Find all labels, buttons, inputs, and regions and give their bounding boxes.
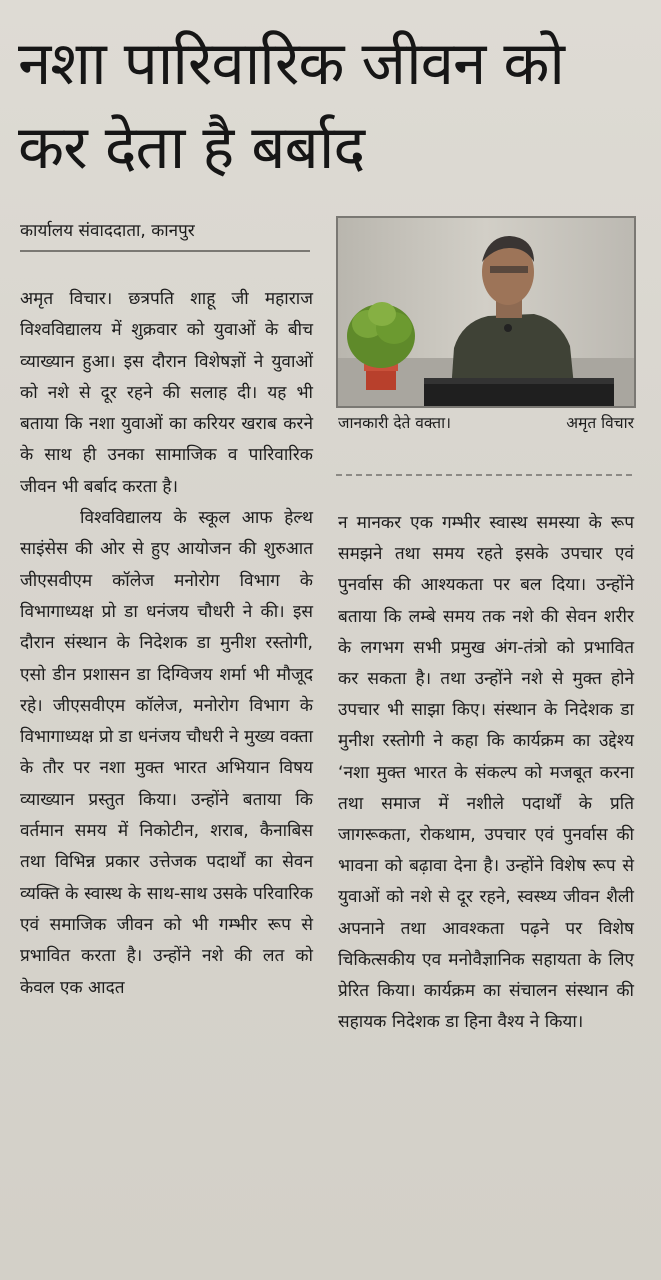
- photo-caption: [338, 410, 634, 436]
- article-paragraph: न मानकर एक गम्भीर स्वास्थ समस्या के रूप समझने तथा समय रहते इसके उपचार एवं पुनर्वास की आश्यकता पर बल दिया। उन्होंने बताया कि लम्बे समय तक नशे की सेवन शरीर के लगभग सभी प्रमुख अंग-तंत्रो को प्रभावित कर सकता है। तथा उन्होंने नशे से मुक्त होने उपचार भी साझा किए। संस्थान के निदेशक डा मुनीश रस्तोगी ने कहा कि कार्यक्रम का उद्देश्य ‘नशा मुक्त भारत के संकल्प को मजबूत करना तथा समाज में नशीले पदार्थों के प्रति जागरूकता, रोकथाम, उपचार एवं पुनर्वास की भावना को बढ़ावा देना है। उन्होंने विशेष रूप से युवाओं को नशे से दूर रहने, स्वस्थ्य जीवन शैली अपनाने तथा आवश्कता पढ़ने पर विशेष चिकित्सकीय एव मनोवैज्ञानिक सहायता के लिए प्रेरित किया। कार्यक्रम का संचालन संस्थान की सहायक निदेशक डा हिना वैश्य ने किया।: [338, 513, 634, 1033]
- divider: [336, 474, 632, 476]
- article-column-right: [338, 508, 634, 1038]
- speaker-photo: [336, 216, 636, 408]
- byline: कार्यालय संवाददाता, कानपुर: [20, 218, 310, 252]
- article-column-left: [20, 284, 313, 1004]
- caption-credit: अमृत विचार: [566, 414, 634, 432]
- article-paragraph: विश्वविद्यालय के स्कूल आफ हेल्थ साइंसेस की ओर से हुए आयोजन की शुरुआत जीएसवीएम कॉलेज मनोरोग विभाग के विभागाध्यक्ष प्रो डा धनंजय चौधरी ने की। इस दौरान संस्थान के निदेशक डा मुनीश रस्तोगी, एसो डीन प्रशासन डा दिग्विजय शर्मा भी मौजूद रहे। जीएसवीएम कॉलेज, मनोरोग विभाग के विभागाध्यक्ष प्रो डा धनंजय चौधरी ने मुख्य वक्ता के तौर पर नशा मुक्त भारत अभियान विषय व्याख्यान प्रस्तुत किया। उन्होंने बताया कि वर्तमान समय में निकोटीन, शराब, कैनाबिस तथा विभिन्न प्रकार उत्तेजक पदार्थों का सेवन व्यक्ति के स्वास्थ के साथ-साथ उसके परिवारिक एवं समाजिक जीवन को भी गम्भीर रूप से प्रभावित करता है। उन्होंने नशे की लत को केवल एक आदत: [20, 508, 313, 998]
- speaker-photo-image: [338, 218, 634, 406]
- article-paragraph: अमृत विचार। छत्रपति शाहू जी महाराज विश्वविद्यालय में शुक्रवार को युवाओं के बीच व्याख्यान हुआ। इस दौरान विशेषज्ञों ने युवाओं को नशे से दूर रहने की सलाह दी। यह भी बताया कि नशा युवाओं का करियर खराब करने के साथ ही उनका सामाजिक व पारिवारिक जीवन भी बर्बाद करता है।: [20, 289, 313, 497]
- caption-text: जानकारी देते वक्ता।: [338, 414, 451, 432]
- headline: नशा पारिवारिक जीवन को कर देता है बर्बाद: [18, 29, 564, 183]
